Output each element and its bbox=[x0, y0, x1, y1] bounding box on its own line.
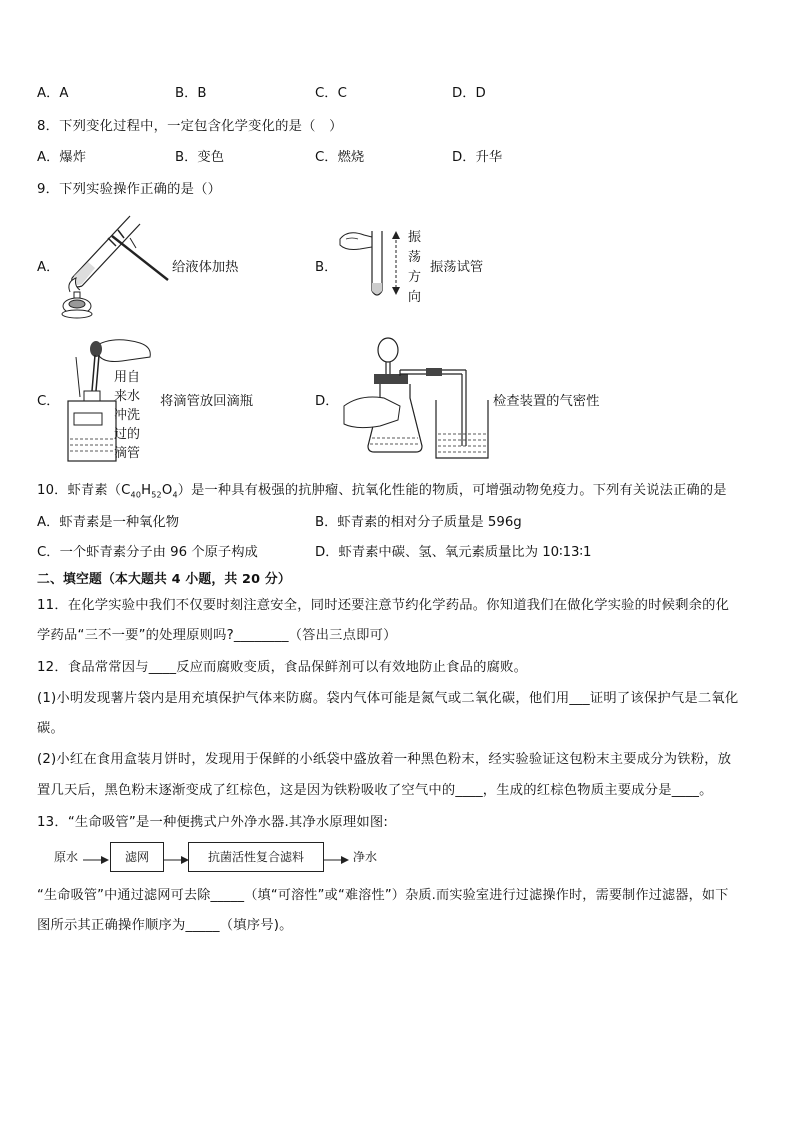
airtightness-check-illustration bbox=[340, 334, 490, 464]
arrow-text-char: 振 bbox=[408, 230, 422, 245]
flow-clean-water: 净水 bbox=[353, 850, 378, 864]
flow-arrow-3 bbox=[323, 856, 349, 864]
q7-option-d: D．D bbox=[452, 86, 486, 101]
q8-option-d: D．升华 bbox=[452, 150, 503, 165]
note-line: 来水 bbox=[114, 389, 141, 404]
q9-a-letter: A． bbox=[37, 260, 60, 275]
shaking-test-tube-illustration bbox=[338, 225, 418, 305]
arrow-text-char: 荡 bbox=[408, 250, 422, 265]
flow-arrow-2 bbox=[163, 856, 189, 864]
q9-b-arrow-text bbox=[408, 228, 421, 308]
q9-a-caption: 给液体加热 bbox=[172, 260, 239, 275]
q8-option-a: A．爆炸 bbox=[37, 150, 86, 165]
q12-part2-line-1: (2)小红在食用盒装月饼时，发现用于保鲜的小纸袋中盛放着一种黑色粉末，经实验验证这包粉末主要成分为铁粉，放 bbox=[37, 752, 732, 767]
q13-line-1: 13．“生命吸管”是一种便携式户外净水器.其净水原理如图: bbox=[37, 815, 389, 830]
q9-d-caption: 检查装置的气密性 bbox=[493, 394, 600, 409]
q8-option-c: C．燃烧 bbox=[315, 150, 365, 165]
flow-arrow-1 bbox=[83, 856, 109, 864]
q9-c-note bbox=[114, 368, 140, 463]
flow-composite-box: 抗菌活性复合滤料 bbox=[188, 842, 324, 872]
q8-option-b: B．变色 bbox=[175, 150, 225, 165]
note-line: 过的 bbox=[114, 427, 141, 442]
dropper-bottle-illustration bbox=[62, 335, 158, 465]
q10-option-d: D．虾青素中碳、氢、氧元素质量比为 10∶13∶1 bbox=[315, 545, 592, 560]
flow-filter-box: 滤网 bbox=[110, 842, 164, 872]
q9-b-caption: 振荡试管 bbox=[430, 260, 484, 275]
flow-raw-water: 原水 bbox=[54, 850, 79, 864]
q13-line-3: 图所示其正确操作顺序为_____（填序号)。 bbox=[37, 918, 293, 933]
section-heading: 二、填空题（本大题共 4 小题，共 20 分） bbox=[37, 572, 291, 587]
q9-c-caption: 将滴管放回滴瓶 bbox=[160, 394, 254, 409]
q10-option-a: A．虾青素是一种氧化物 bbox=[37, 515, 180, 530]
note-line: 滴管 bbox=[114, 446, 141, 461]
q9-c-letter: C． bbox=[37, 394, 60, 409]
note-line: 冲洗 bbox=[114, 408, 141, 423]
q12-part1-line-2: 碳。 bbox=[37, 721, 64, 736]
q10-stem: 10．虾青素$(C_{40}H_{52}O_4)$是一种具有极强的抗肿瘤、抗氧化性能的物质，可增强动物免疫力。下列有关说法正确的是 bbox=[37, 483, 727, 500]
arrow-text-char: 方 bbox=[408, 270, 422, 285]
q11-line-2: 学药品“三不一要”的处理原则吗?________（答出三点即可） bbox=[37, 628, 397, 643]
q12-part1-line-1: (1)小明发现薯片袋内是用充填保护气体来防腐。袋内气体可能是氮气或二氧化碳，他们用___证明了该保护气是二氧化 bbox=[37, 691, 739, 706]
q9-d-letter: D． bbox=[315, 394, 339, 409]
q13-line-2: “生命吸管”中通过滤网可去除_____（填“可溶性”或“难溶性”）杂质.而实验室进行过滤操作时，需要制作过滤器，如下 bbox=[37, 888, 729, 903]
q10-option-b: B．虾青素的相对分子质量是 596g bbox=[315, 515, 522, 530]
q11-line-1: 11．在化学实验中我们不仅要时刻注意安全，同时还要注意节约化学药品。你知道我们在做化学实验的时候剩余的化 bbox=[37, 598, 730, 613]
heating-liquid-illustration bbox=[60, 208, 175, 320]
q12-line-1: 12．食品常常因与____反应而腐败变质，食品保鲜剂可以有效地防止食品的腐败。 bbox=[37, 660, 528, 675]
q9-b-letter: B． bbox=[315, 260, 338, 275]
q12-part2-line-2: 置几天后，黑色粉末逐渐变成了红棕色，这是因为铁粉吸收了空气中的____，生成的红棕色物质主要成分是____。 bbox=[37, 783, 713, 798]
q7-option-b: B．B bbox=[175, 86, 207, 101]
arrow-text-char: 向 bbox=[408, 290, 422, 305]
q7-option-a: A．A bbox=[37, 86, 69, 101]
q8-stem: 8．下列变化过程中，一定包含化学变化的是（ ） bbox=[37, 119, 343, 134]
q7-option-c: C．C bbox=[315, 86, 347, 101]
note-line: 用自 bbox=[114, 370, 141, 385]
q9-stem: 9．下列实验操作正确的是（） bbox=[37, 182, 222, 197]
q10-option-c: C．一个虾青素分子由 96 个原子构成 bbox=[37, 545, 258, 560]
